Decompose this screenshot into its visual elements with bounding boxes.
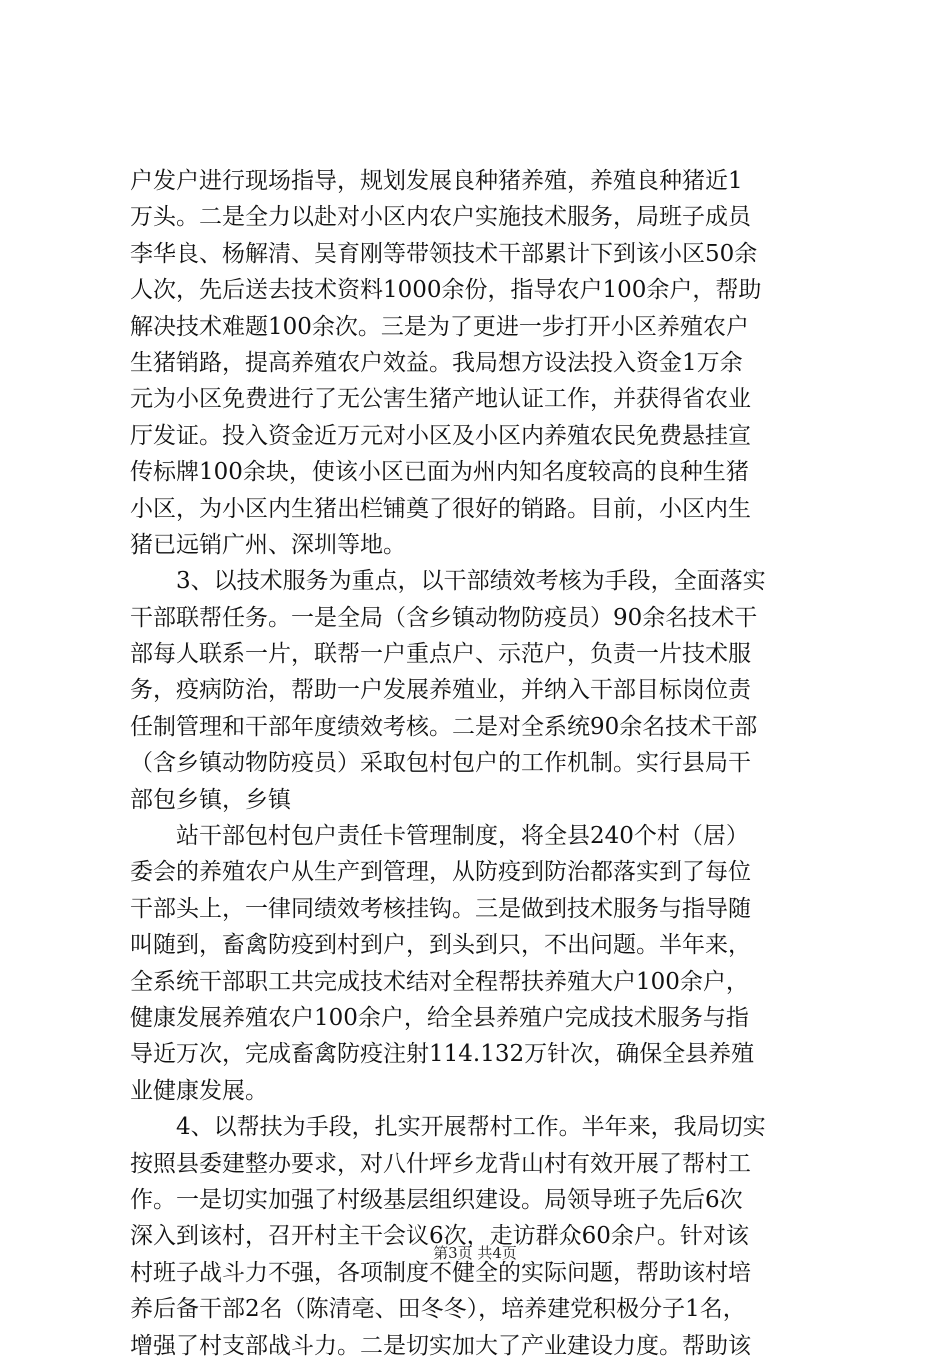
text-line: 万头。二是全力以赴对小区内农户实施技术服务，局班子成员	[130, 204, 751, 231]
text-line: 部包乡镇，乡镇	[130, 786, 291, 813]
text-line: 按照县委建整办要求，对八什坪乡龙背山村有效开展了帮村工	[130, 1150, 751, 1177]
text-line: 养后备干部2名（陈清亳、田冬冬），培养建党积极分子1名，	[130, 1296, 746, 1323]
text-line: 人次，先后送去技术资料1000余份，指导农户100余户，帮助	[130, 277, 762, 304]
text-line: 传标牌100余块，使该小区已面为州内知名度较高的良种生猪	[130, 459, 749, 486]
text-line: 猪已远销广州、深圳等地。	[130, 531, 406, 558]
text-line: 任制管理和干部年度绩效考核。二是对全系统90余名技术干部	[130, 713, 758, 740]
text-line: 部每人联系一片，联帮一户重点户、示范户，负责一片技术服	[130, 641, 751, 668]
text-line: 干部头上，一律同绩效考核挂钩。三是做到技术服务与指导随	[130, 895, 751, 922]
text-line: 3、以技术服务为重点，以干部绩效考核为手段，全面落实	[130, 568, 766, 595]
text-line: 李华良、杨解清、吴育刚等带领技术干部累计下到该小区50余	[130, 240, 758, 267]
text-line: 干部联帮任务。一是全局（含乡镇动物防疫员）90余名技术干	[130, 604, 758, 631]
text-line: （含乡镇动物防疫员）采取包村包户的工作机制。实行县局干	[130, 750, 751, 777]
text-line: 元为小区免费进行了无公害生猪产地认证工作，并获得省农业	[130, 386, 751, 413]
text-line: 业健康发展。	[130, 1077, 268, 1104]
text-line: 导近万次，完成畜禽防疫注射114.132万针次，确保全县养殖	[130, 1041, 755, 1068]
body-text	[130, 163, 840, 1364]
text-line: 委会的养殖农户从生产到管理，从防疫到防治都落实到了每位	[130, 859, 751, 886]
text-line: 增强了村支部战斗力。二是切实加大了产业建设力度。帮助该	[130, 1332, 751, 1359]
text-line: 厅发证。投入资金近万元对小区及小区内养殖农民免费悬挂宣	[130, 422, 751, 449]
text-line: 作。一是切实加强了村级基层组织建设。局领导班子先后6次	[130, 1186, 743, 1213]
text-line: 生猪销路，提高养殖农户效益。我局想方设法投入资金1万余	[130, 349, 743, 376]
text-line: 叫随到，畜禽防疫到村到户，到头到只，不出问题。半年来，	[130, 932, 751, 959]
page-footer: 第3页 共4页	[433, 1244, 517, 1262]
text-line: 户发户进行现场指导，规划发展良种猪养殖，养殖良种猪近1	[130, 168, 743, 194]
text-line: 4、以帮扶为手段，扎实开展帮村工作。半年来，我局切实	[130, 1114, 766, 1141]
text-line: 深入到该村，召开村主干会议6次，走访群众60余户。针对该	[130, 1223, 749, 1250]
text-line: 务，疫病防治，帮助一户发展养殖业，并纳入干部目标岗位责	[130, 677, 751, 704]
text-line: 健康发展养殖农户100余户，给全县养殖户完成技术服务与指	[130, 1004, 749, 1031]
text-line: 解决技术难题100余次。三是为了更进一步打开小区养殖农户	[130, 313, 749, 340]
text-line: 全系统干部职工共完成技术结对全程帮扶养殖大户100余户，	[130, 968, 749, 995]
text-line: 小区，为小区内生猪出栏铺奠了很好的销路。目前，小区内生	[130, 495, 751, 522]
text-line: 站干部包村包户责任卡管理制度，将全县240个村（居）	[130, 823, 749, 850]
text-line: 村班子战斗力不强，各项制度不健全的实际问题，帮助该村培	[130, 1259, 751, 1286]
